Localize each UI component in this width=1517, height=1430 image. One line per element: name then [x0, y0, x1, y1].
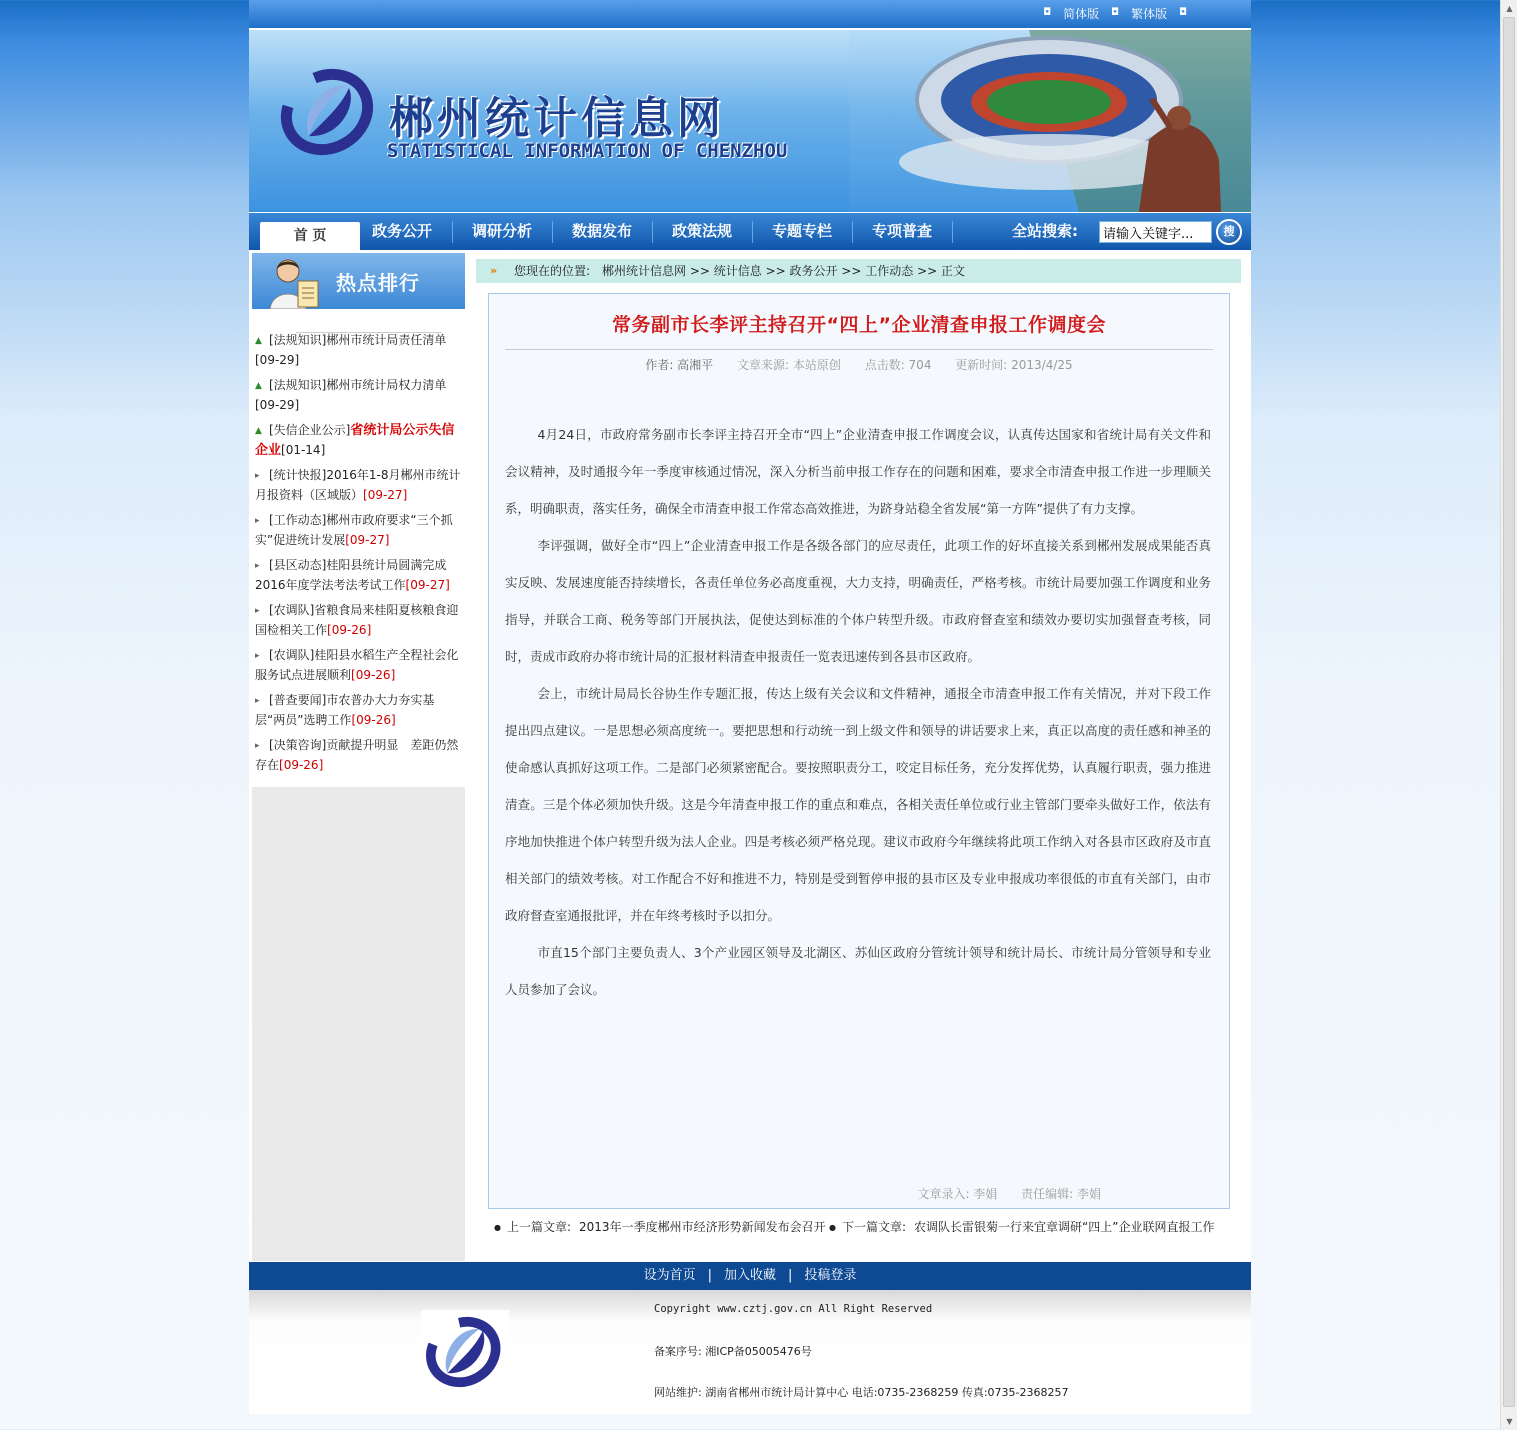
site-banner: [249, 30, 1251, 212]
hot-item-date: [09-26]: [279, 758, 324, 772]
triangle-bullet-icon: ▸: [255, 696, 260, 706]
simplified-link[interactable]: 简体版: [1063, 7, 1100, 21]
hot-ranking-header: [252, 253, 465, 309]
hot-item-category: [法规知识]: [269, 333, 327, 347]
hot-ranking-title: 热点排行: [336, 271, 420, 295]
hot-item-title[interactable]: 省粮食局来桂阳夏核粮食迎国检相关工作: [255, 603, 459, 637]
breadcrumb-arrow-icon: »: [490, 264, 498, 277]
footer-link-set-home[interactable]: 设为首页: [643, 1268, 696, 1283]
article-paragraph: 李评强调，做好全市“四上”企业清查申报工作是各级各部门的应尽责任，此项工作的好坏直接关系到郴州发展成果能否真实反映、发展速度能否持续增长，各责任单位务必高度重视，大力支持，明确责任，严格考核。市统计局要加强工作调度和业务指导，并联合工商、税务等部门开展执法，促使达到标准的个体户转型升级。市政府督查室和绩效办要切实加强督查考核，同时，责成市政府办将市统计局的汇报材料清查申报责任一览表迅速传到各县市区政府。: [505, 538, 1211, 664]
triangle-bullet-icon: ▸: [255, 471, 260, 481]
article-paragraph: 会上，市统计局局长谷协生作专题汇报，传达上级有关会议和文件精神，通报全市清查申报工作有关情况，并对下段工作提出四点建议。一是思想必须高度统一。要把思想和行动统一到上级文件和领导的讲话要求上来，真正以高度的责任感和神圣的使命感认真抓好这项工作。二是部门必须紧密配合。要按照职责分工，咬定目标任务，充分发挥优势，认真履行职责，强力推进清查。三是个体必须加快升级。这是今年清查申报工作的重点和难点，各相关责任单位或行业主管部门要牵头做好工作，依法有序地加快推进个体户转型升级为法人企业。四是考核必须严格兑现。建议市政府今年继续将此项工作纳入对各县市区政府及市直相关部门的绩效考核。对工作配合不好和推进不力，特别是受到暂停申报的县市区及专业申报成功率很低的市直有关部门，由市政府督查室通报批评，并在年终考核时予以扣分。: [505, 686, 1211, 923]
nav-policy-regulations[interactable]: 政策法规: [671, 222, 732, 240]
footer-copyright: Copyright www.cztj.gov.cn All Right Reserved: [654, 1303, 933, 1315]
article-paragraph: 市直15个部门主要负责人、3个产业园区领导及北湖区、苏仙区政府分管统计领导和统计局长、市统计局分管领导和专业人员参加了会议。: [505, 945, 1211, 997]
article-title: 常务副市长李评主持召开“四上”企业清查申报工作调度会: [612, 314, 1106, 336]
site-title-cn: 郴州统计信息网: [389, 93, 725, 144]
article-source: 文章来源: 本站原创: [737, 358, 841, 372]
breadcrumb: [476, 259, 1241, 283]
nav-government-affairs[interactable]: 政务公开: [371, 222, 432, 240]
scrollbar-thumb[interactable]: [1503, 17, 1515, 1407]
hot-item-date: [09-29]: [255, 353, 300, 367]
bullet-icon: ●: [494, 1223, 501, 1232]
article-footer: [897, 1185, 1101, 1202]
bullet-icon: ◘: [1111, 7, 1120, 18]
hot-item[interactable]: [254, 421, 463, 460]
footer-maintain: 网站维护: 湖南省郴州市统计局计算中心 电话:0735-2368259 传真:0735-2368257: [654, 1386, 1069, 1399]
footer-icp: 备案序号: 湘ICP备05005476号: [654, 1345, 812, 1358]
article-entry: 文章录入: 李娟: [917, 1187, 998, 1201]
footer-link-favorite[interactable]: 加入收藏: [723, 1268, 776, 1283]
prev-article: ● 上一篇文章: 2013年一季度郴州市经济形势新闻发布会召开: [494, 1220, 826, 1234]
article-panel: [488, 293, 1230, 1209]
next-article: ● 下一篇文章: 农调队长雷银菊一行来宜章调研“四上”企业联网直报工作: [829, 1220, 1215, 1234]
hot-item-title[interactable]: 郴州市统计局责任清单: [326, 333, 447, 347]
article-clicks: 点击数: 704: [864, 358, 932, 372]
person-avatar-icon: [266, 257, 326, 309]
hot-item-category: [农调队]: [269, 648, 315, 662]
hot-item-title[interactable]: 市农普办大力夯实基层“两员”选聘工作: [255, 693, 435, 727]
next-article-link[interactable]: 农调队长雷银菊一行来宜章调研“四上”企业联网直报工作: [914, 1220, 1215, 1234]
site-title-en: STATISTICAL INFORMATION OF CHENZHOU: [387, 140, 788, 162]
nav-data-release[interactable]: 数据发布: [571, 222, 632, 240]
main-nav: [249, 213, 1251, 250]
hot-item-category: [失信企业公示]: [269, 423, 351, 437]
search-input[interactable]: [1099, 221, 1212, 243]
nav-research-analysis[interactable]: 调研分析: [471, 222, 532, 240]
hot-item-category: [农调队]: [269, 603, 315, 617]
hot-ranking-sidebar: [252, 253, 465, 1261]
hot-item-category: [统计快报]: [269, 468, 327, 482]
hot-item-title[interactable]: 贡献提升明显 差距仍然存在: [255, 738, 459, 772]
hot-item-title[interactable]: 郴州市统计局权力清单: [326, 378, 447, 392]
article-meta: [489, 356, 1229, 373]
hot-item-category: [工作动态]: [269, 513, 327, 527]
bullet-icon: ●: [829, 1223, 836, 1232]
hot-item-category: [决策咨询]: [269, 738, 327, 752]
hot-item-date: [09-26]: [351, 668, 396, 682]
article-updated: 更新时间: 2013/4/25: [955, 358, 1073, 372]
hot-item[interactable]: [254, 691, 463, 730]
scroll-up-arrow-icon[interactable]: ▲: [1506, 4, 1513, 13]
article-author: 作者: 高湘平: [645, 358, 714, 372]
hot-item[interactable]: [254, 466, 463, 505]
hot-item-date: [09-26]: [327, 623, 372, 637]
triangle-bullet-icon: ▸: [255, 516, 260, 526]
article-editor: 责任编辑: 李娟: [1021, 1187, 1101, 1201]
hot-item[interactable]: [254, 511, 463, 550]
search-button[interactable]: 搜: [1216, 219, 1242, 245]
triangle-bullet-icon: ▸: [255, 741, 260, 751]
up-arrow-bullet-icon: ▲: [255, 336, 262, 346]
nav-home[interactable]: 首 页: [260, 222, 360, 250]
hot-item-date: [09-26]: [351, 713, 396, 727]
search-label: 全站搜索:: [1012, 222, 1078, 240]
hot-item[interactable]: [254, 376, 463, 415]
hot-item-date: [09-29]: [255, 398, 300, 412]
article-paragraph: 4月24日，市政府常务副市长李评主持召开全市“四上”企业清查申报工作调度会议，认真传达国家和省统计局有关文件和会议精神，及时通报今年一季度审核通过情况，深入分析当前申报工作存在的问题和困难，要求全市清查申报工作进一步理顺关系，明确职责，落实任务，确保全市清查申报工作常态高效推进，为跻身站稳全省发展“第一方阵”提供了有力支撑。: [505, 427, 1211, 516]
hot-item-date: [09-27]: [345, 533, 390, 547]
site-logo-icon: [279, 66, 379, 158]
triangle-bullet-icon: ▸: [255, 561, 260, 571]
stadium-image: [849, 30, 1251, 212]
hot-item-highlight[interactable]: 省统计局公示失信企业: [255, 423, 455, 458]
hot-item-date: [09-27]: [405, 578, 450, 592]
hot-item-title[interactable]: 郴州市政府要求“三个抓实”促进统计发展: [255, 513, 453, 547]
hot-item[interactable]: [254, 736, 463, 775]
traditional-link[interactable]: 繁体版: [1131, 7, 1168, 21]
hot-item[interactable]: [254, 556, 463, 595]
breadcrumb-text[interactable]: 您现在的位置: 郴州统计信息网 >> 统计信息 >> 政务公开 >> 工作动态 >> 正文: [514, 264, 965, 278]
nav-special-census[interactable]: 专项普查: [871, 222, 932, 240]
hot-item-date: [09-27]: [363, 488, 408, 502]
up-arrow-bullet-icon: ▲: [255, 381, 262, 391]
page-container: [249, 0, 1251, 1414]
footer-logo-icon: [421, 1310, 509, 1394]
hot-item-title[interactable]: 桂阳县水稻生产全程社会化服务试点进展顺利: [255, 648, 459, 682]
hot-item-title[interactable]: 桂阳县统计局圆满完成2016年度学法考法考试工作: [255, 558, 447, 592]
nav-special-topics[interactable]: 专题专栏: [771, 222, 832, 240]
bullet-icon: ◘: [1179, 7, 1187, 18]
hot-item[interactable]: [254, 646, 463, 685]
hot-ranking-list: [252, 309, 465, 787]
hot-item[interactable]: [254, 601, 463, 640]
hot-item-category: [县区动态]: [269, 558, 327, 572]
footer-nav: 设为首页 | 加入收藏 | 投稿登录: [249, 1262, 1251, 1290]
triangle-bullet-icon: ▸: [255, 651, 260, 661]
prev-article-link[interactable]: 2013年一季度郴州市经济形势新闻发布会召开: [579, 1220, 826, 1234]
scroll-down-arrow-icon[interactable]: ▼: [1506, 1417, 1513, 1426]
hot-item-date: [01-14]: [281, 443, 326, 457]
hot-item-category: [法规知识]: [269, 378, 327, 392]
triangle-bullet-icon: ▸: [255, 606, 260, 616]
article-body: [505, 416, 1211, 1008]
up-arrow-bullet-icon: ▲: [255, 426, 262, 436]
footer-link-submit-login[interactable]: 投稿登录: [804, 1268, 857, 1283]
hot-item[interactable]: [254, 331, 463, 370]
site-footer: [249, 1290, 1251, 1414]
bullet-icon: ◘: [1043, 7, 1052, 18]
hot-item-category: [普查要闻]: [269, 693, 327, 707]
hot-item-title[interactable]: 2016年1-8月郴州市统计月报资料（区域版）: [255, 468, 461, 502]
vertical-scrollbar[interactable]: [1500, 0, 1517, 1430]
top-bar: [249, 0, 1251, 28]
